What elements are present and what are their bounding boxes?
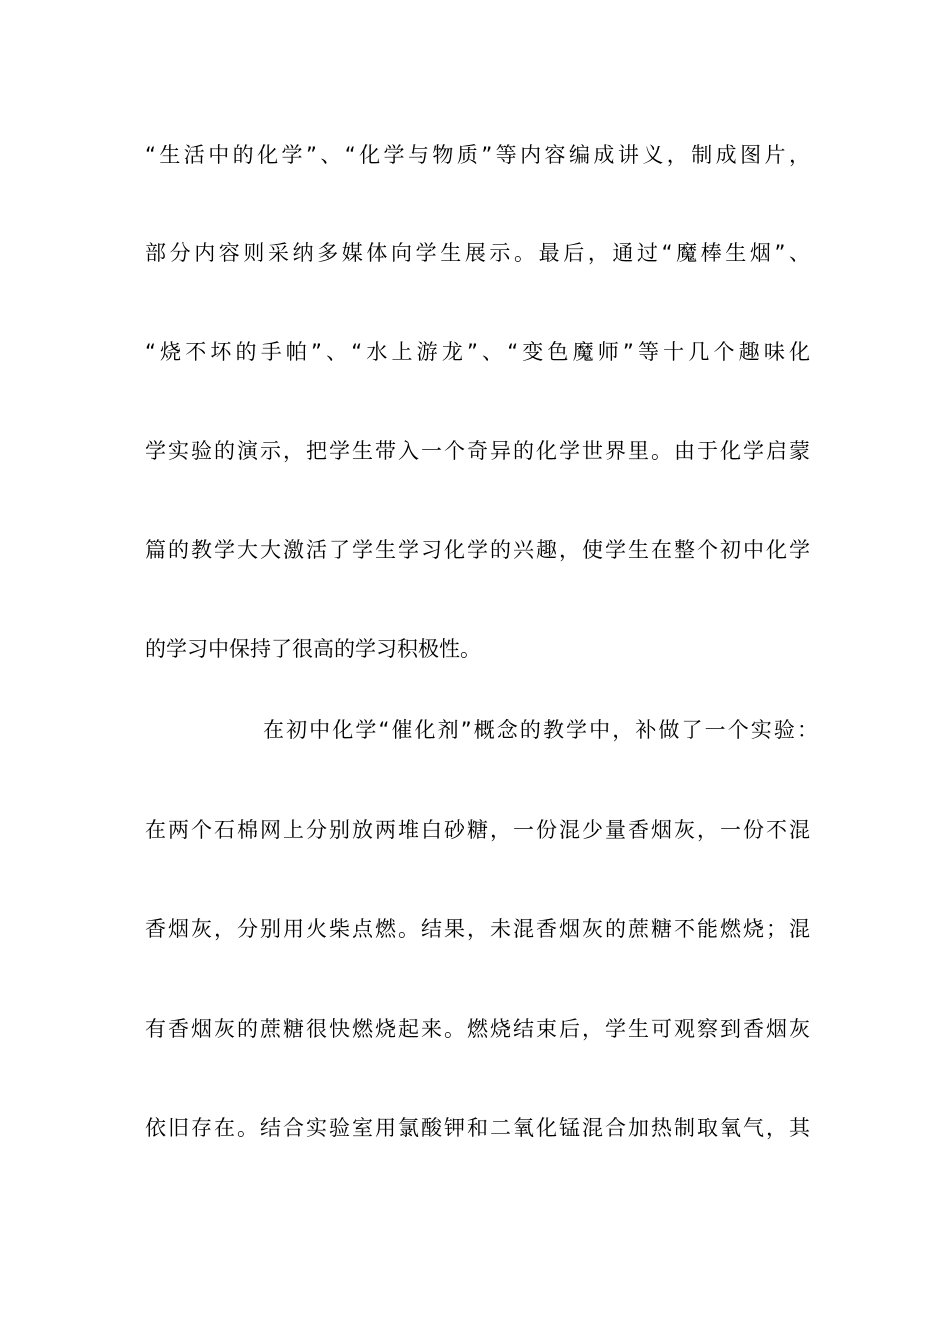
text-line: 的学习中保持了很高的学习积极性。 bbox=[145, 637, 481, 661]
text-line: “生活中的化学”、“化学与物质”等内容编成讲义，制成图片， bbox=[145, 143, 810, 167]
text-line: “烧不坏的手帕”、“水上游龙”、“变色魔师”等十几个趣味化 bbox=[145, 340, 810, 364]
text-line: 篇的教学大大激活了学生学习化学的兴趣，使学生在整个初中化学 bbox=[145, 538, 810, 562]
text-line: 学实验的演示，把学生带入一个奇异的化学世界里。由于化学启蒙 bbox=[145, 439, 810, 463]
text-line: 在两个石棉网上分别放两堆白砂糖，一份混少量香烟灰，一份不混 bbox=[145, 818, 810, 842]
text-line: 有香烟灰的蔗糖很快燃烧起来。燃烧结束后，学生可观察到香烟灰 bbox=[145, 1017, 810, 1041]
text-line: 香烟灰，分别用火柴点燃。结果，未混香烟灰的蔗糖不能燃烧；混 bbox=[145, 917, 810, 941]
text-line: 在初中化学“催化剂”概念的教学中，补做了一个实验： bbox=[263, 718, 818, 742]
text-line: 部分内容则采纳多媒体向学生展示。最后，通过“魔棒生烟”、 bbox=[145, 241, 810, 265]
text-line: 依旧存在。结合实验室用氯酸钾和二氧化锰混合加热制取氧气，其 bbox=[145, 1116, 810, 1140]
